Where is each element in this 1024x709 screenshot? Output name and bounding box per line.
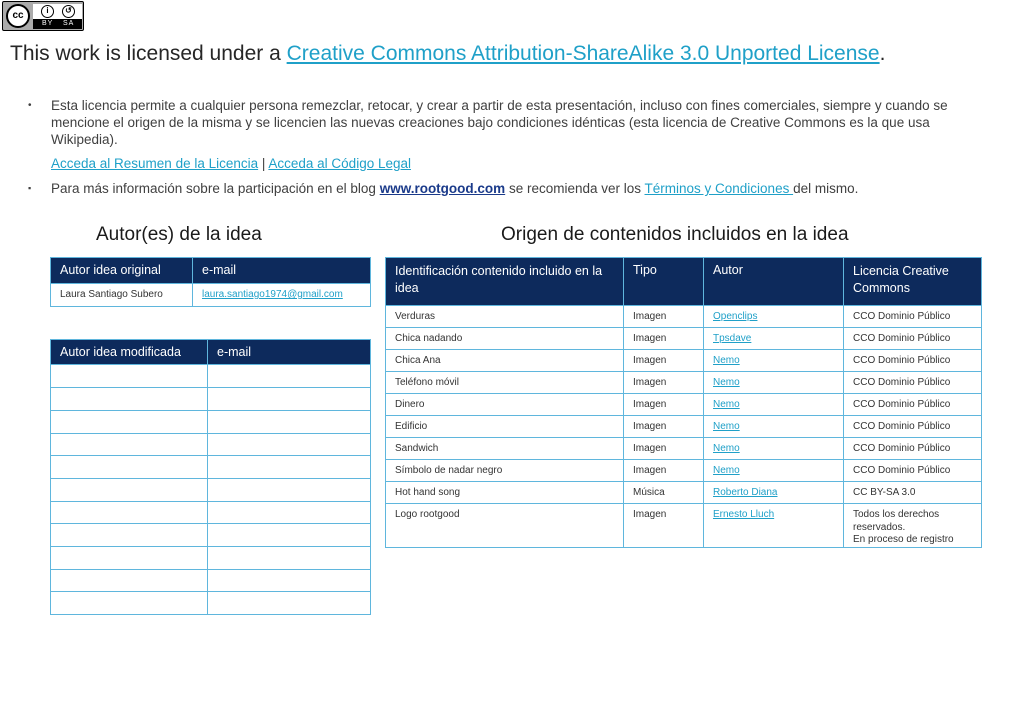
modified-author-row: [51, 547, 371, 570]
content-id-cell: Sandwich: [386, 438, 624, 460]
content-author-link[interactable]: Openclips: [713, 311, 758, 322]
modified-author-row: [51, 365, 371, 388]
content-id-cell: Verduras: [386, 306, 624, 328]
license-title: This work is licensed under a Creative Commons Attribution-ShareAlike 3.0 Unported License.: [10, 42, 886, 65]
content-author-link[interactable]: Nemo: [713, 377, 740, 388]
content-license-cell: CCO Dominio Público: [844, 306, 982, 328]
origins-header-type: Tipo: [624, 258, 704, 306]
content-license-cell: CC BY-SA 3.0: [844, 482, 982, 504]
content-license-cell: CCO Dominio Público: [844, 438, 982, 460]
content-type-cell: Imagen: [624, 394, 704, 416]
origins-heading: Origen de contenidos incluidos en la idea: [501, 224, 849, 245]
content-id-cell: Símbolo de nadar negro: [386, 460, 624, 482]
content-author-link[interactable]: Tpsdave: [713, 333, 752, 344]
content-author-link[interactable]: Nemo: [713, 421, 740, 432]
content-license-cell: CCO Dominio Público: [844, 328, 982, 350]
content-type-cell: Imagen: [624, 504, 704, 548]
content-author-link[interactable]: Ernesto Lluch: [713, 509, 775, 520]
content-id-cell: Chica Ana: [386, 350, 624, 372]
content-type-cell: Imagen: [624, 416, 704, 438]
table-row: [386, 416, 982, 438]
content-author-link[interactable]: Nemo: [713, 399, 740, 410]
original-author-table: [50, 257, 371, 307]
modified-author-row: [51, 388, 371, 411]
license-links-row: Acceda al Resumen de la Licencia | Acceda al Código Legal: [51, 156, 411, 171]
content-license-cell: CCO Dominio Público: [844, 460, 982, 482]
attribution-icon: i: [41, 5, 54, 18]
modified-author-row: [51, 479, 371, 502]
content-author-link[interactable]: Nemo: [713, 355, 740, 366]
table-row: [386, 482, 982, 504]
email-header: e-mail: [193, 258, 371, 284]
content-type-cell: Imagen: [624, 350, 704, 372]
table-row: [386, 372, 982, 394]
modified-author-row: [51, 524, 371, 547]
modified-author-row: [51, 570, 371, 592]
content-author-link[interactable]: Roberto Diana: [713, 487, 778, 498]
license-summary-link[interactable]: Acceda al Resumen de la Licencia: [51, 156, 259, 171]
original-author-name: Laura Santiago Subero: [51, 284, 193, 307]
modified-author-table: [50, 339, 371, 615]
original-author-header: Autor idea original: [51, 258, 193, 284]
bullet-license-description: • Esta licencia permite a cualquier persona remezclar, retocar, y crear a partir de esta presentación, incluso con fines comerciales, siempre y cuando se mencione el origen de la misma y se licencien las nuevas creaciones bajo condiciones idénticas (esta licencia de Creative Commons es la que usa Wikipedia).: [28, 98, 948, 147]
content-license-cell: CCO Dominio Público: [844, 372, 982, 394]
table-row: [386, 394, 982, 416]
table-row: [386, 460, 982, 482]
cc-logo-icon: cc: [6, 4, 30, 28]
table-row: [386, 350, 982, 372]
table-row: [386, 306, 982, 328]
origins-header-author: Autor: [704, 258, 844, 306]
origins-header-id: Identificación contenido incluido en la idea: [386, 258, 624, 306]
modified-author-header: Autor idea modificada: [51, 340, 208, 365]
content-type-cell: Imagen: [624, 372, 704, 394]
modified-author-row: [51, 592, 371, 615]
terms-link[interactable]: Términos y Condiciones: [644, 181, 794, 196]
content-type-cell: Imagen: [624, 460, 704, 482]
content-id-cell: Teléfono móvil: [386, 372, 624, 394]
table-row: [386, 438, 982, 460]
original-author-email-link[interactable]: laura.santiago1974@gmail.com: [202, 289, 343, 300]
modified-author-row: [51, 411, 371, 434]
content-author-link[interactable]: Nemo: [713, 465, 740, 476]
table-row: [386, 504, 982, 548]
modified-author-row: [51, 456, 371, 479]
legal-code-link[interactable]: Acceda al Código Legal: [268, 156, 411, 171]
license-link[interactable]: Creative Commons Attribution-ShareAlike 3.0 Unported License: [286, 42, 880, 65]
modified-email-header: e-mail: [208, 340, 371, 365]
content-type-cell: Música: [624, 482, 704, 504]
authors-heading: Autor(es) de la idea: [96, 224, 262, 245]
content-id-cell: Dinero: [386, 394, 624, 416]
origins-table: [385, 257, 982, 548]
modified-author-row: [51, 434, 371, 456]
origins-header-license: Licencia Creative Commons: [844, 258, 982, 306]
content-type-cell: Imagen: [624, 306, 704, 328]
content-author-link[interactable]: Nemo: [713, 443, 740, 454]
modified-author-row: [51, 502, 371, 524]
table-row: [386, 328, 982, 350]
content-id-cell: Edificio: [386, 416, 624, 438]
content-type-cell: Imagen: [624, 328, 704, 350]
share-alike-icon: ↺: [62, 5, 75, 18]
content-license-cell: CCO Dominio Público: [844, 394, 982, 416]
license-bullets: [28, 97, 978, 197]
content-id-cell: Hot hand song: [386, 482, 624, 504]
badge-sa-label: SA: [63, 20, 75, 27]
content-id-cell: Chica nadando: [386, 328, 624, 350]
badge-by-label: BY: [42, 20, 54, 27]
content-id-cell: Logo rootgood: [386, 504, 624, 548]
content-type-cell: Imagen: [624, 438, 704, 460]
content-license-cell: CCO Dominio Público: [844, 350, 982, 372]
content-license-cell: CCO Dominio Público: [844, 416, 982, 438]
content-license-cell: Todos los derechos reservados. En proceso de registro: [844, 504, 982, 548]
blog-link[interactable]: www.rootgood.com: [379, 181, 506, 196]
cc-by-sa-badge: [2, 1, 84, 31]
bullet-more-info: ▪ Para más información sobre la participación en el blog www.rootgood.com se recomienda ver los Términos y Condiciones del mismo.: [28, 181, 859, 196]
